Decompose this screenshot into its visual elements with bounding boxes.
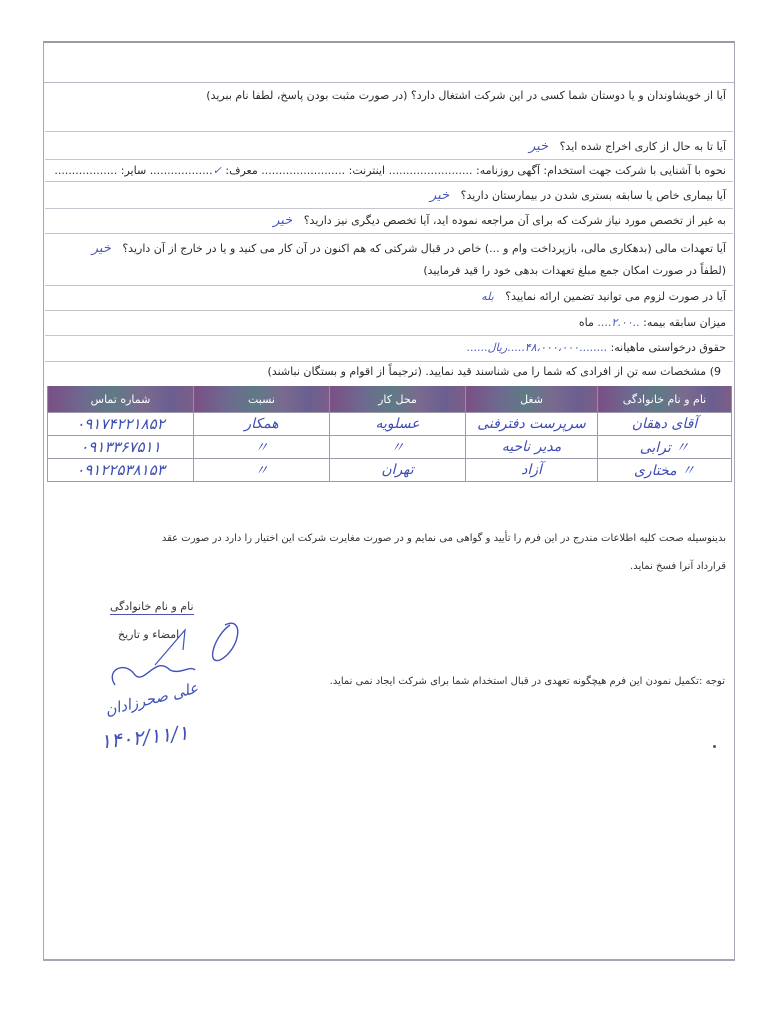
cell-job[interactable]: مدیر ناحیه xyxy=(466,436,598,459)
table-row xyxy=(48,436,732,459)
signed-name: علی صحرزادان xyxy=(103,678,200,720)
question-other-specialty xyxy=(45,209,733,234)
salary-label: حقوق درخواستی ماهیانه: xyxy=(610,341,726,354)
references-header-row xyxy=(48,386,732,413)
question-acquaintance xyxy=(45,160,733,182)
option-referrer-field[interactable]: ✓.................. xyxy=(149,164,222,177)
checkmark-icon: ✓ xyxy=(212,164,222,177)
option-newspaper-label: آگهی روزنامه: xyxy=(476,164,540,177)
header-full-name: نام و نام خانوادگی xyxy=(598,386,732,413)
option-other-field[interactable]: .................. xyxy=(54,164,118,177)
answer-illness[interactable]: خیر xyxy=(429,188,450,203)
question-salary xyxy=(45,336,733,362)
option-other-label: سایر: xyxy=(120,164,147,177)
question-financial-text: آیا تعهدات مالی (بدهکاری مالی، بازپرداخت وام و ...) خاص در قبال شرکتی که هم اکنون در آن کار می کنید و یا در خارج از آن دارید؟ xyxy=(122,242,726,255)
answer-guarantee[interactable]: بله xyxy=(481,290,494,303)
question-illness-text: آیا بیماری خاص یا سابقه بستری شدن در بیمارستان دارید؟ xyxy=(460,189,726,202)
declaration-line-1: بدینوسیله صحت کلیه اطلاعات مندرج در این فرم را تأیید و گواهی می نمایم و در صورت مغایرت شرکت این اختیار را دارد در صورت عقد xyxy=(161,533,726,544)
cell-phone[interactable]: ۰۹۱۳۳۶۷۵۱۱ xyxy=(48,436,194,459)
references-table xyxy=(47,386,732,482)
question-insurance xyxy=(45,311,733,336)
cell-workplace[interactable]: عسلویه xyxy=(330,413,466,436)
cell-relation[interactable]: 〃 xyxy=(194,459,330,482)
answer-financial[interactable]: خیر xyxy=(91,241,111,256)
cell-relation[interactable]: همکار xyxy=(194,413,330,436)
signature-name-label: نام و نام خانوادگی xyxy=(110,600,194,613)
signature-stroke xyxy=(213,623,238,660)
question-dismissed-text: آیا تا به حال از کاری اخراج شده اید؟ xyxy=(559,140,726,153)
cell-workplace[interactable]: 〃 xyxy=(330,436,466,459)
question-illness xyxy=(45,182,733,209)
signature-stroke xyxy=(155,630,185,665)
form-divider xyxy=(43,82,735,83)
table-row xyxy=(48,459,732,482)
salary-field[interactable]: ........۴۸،۰۰۰،۰۰۰.....ریال...... xyxy=(466,341,608,354)
acquaintance-label: نحوه با آشنایی با شرکت جهت استخدام: xyxy=(543,164,726,177)
header-relation: نسبت xyxy=(194,386,330,413)
signature-date-label: امضاء و تاریخ xyxy=(118,628,180,641)
declaration-line-2: قرارداد آنرا فسخ نماید. xyxy=(630,561,726,572)
cell-phone[interactable]: ۰۹۱۲۲۵۳۸۱۵۳ xyxy=(48,459,194,482)
question-guarantee xyxy=(45,286,733,311)
question-references xyxy=(45,362,733,384)
cell-full-name[interactable]: آقای دهقان xyxy=(598,413,732,436)
header-workplace: محل کار xyxy=(330,386,466,413)
cell-job[interactable]: سرپرست دفترفنی xyxy=(466,413,598,436)
question-financial-note: (لطفاً در صورت امکان جمع مبلغ تعهدات بدهی خود را قید فرمایید) xyxy=(423,264,726,277)
question-financial xyxy=(45,234,733,286)
question-references-text: 9) مشخصات سه تن از افرادی که شما را می شناسند قید نمایید. (ترجیماً از اقوام و بستگان نباشند) xyxy=(267,365,721,378)
question-relatives-text: آیا از خویشاوندان و یا دوستان شما کسی در این شرکت اشتغال دارد؟ (در صورت مثبت بودن پاسخ، لطفا نام ببرید) xyxy=(206,89,726,102)
answer-dismissed[interactable]: خیر xyxy=(528,139,549,154)
cell-job[interactable]: آزاد xyxy=(466,459,598,482)
header-job: شغل xyxy=(466,386,598,413)
cell-relation[interactable]: 〃 xyxy=(194,436,330,459)
header-phone: شماره تماس xyxy=(48,386,194,413)
signed-date: ۱۴۰۲/۱۱/۱ xyxy=(98,720,190,754)
insurance-months-field[interactable]: ..۲.۰۰.... xyxy=(597,316,640,329)
insurance-unit: ماه xyxy=(578,316,594,329)
option-referrer-label: معرف: xyxy=(225,164,258,177)
question-dismissed xyxy=(45,132,733,160)
question-guarantee-text: آیا در صورت لزوم می توانید تضمین ارائه نمایید؟ xyxy=(505,290,726,303)
signature-drawing xyxy=(95,615,245,690)
option-internet-label: اینترنت: xyxy=(348,164,386,177)
cell-phone[interactable]: ۰۹۱۷۴۲۲۱۸۵۲ xyxy=(48,413,194,436)
scan-speck xyxy=(713,745,716,748)
declaration xyxy=(106,525,726,581)
cell-full-name[interactable]: 〃 ترابی xyxy=(598,436,732,459)
cell-full-name[interactable]: 〃 مختاری xyxy=(598,459,732,482)
question-other-specialty-text: به غیر از تخصص مورد نیاز شرکت که برای آن مراجعه نموده اید، آیا تخصص دیگری نیز دارید؟ xyxy=(303,214,726,227)
cell-workplace[interactable]: تهران xyxy=(330,459,466,482)
question-relatives xyxy=(45,86,733,132)
option-newspaper-field[interactable]: ........................ xyxy=(388,164,473,177)
table-row xyxy=(48,413,732,436)
answer-other-specialty[interactable]: خیر xyxy=(273,213,293,228)
option-internet-field[interactable]: ........................ xyxy=(261,164,346,177)
disclaimer-note: توجه :تکمیل نمودن این فرم هیچگونه تعهدی در قبال استخدام شما برای شرکت ایجاد نمی نماید. xyxy=(329,676,725,687)
insurance-label: میزان سابقه بیمه: xyxy=(643,316,726,329)
